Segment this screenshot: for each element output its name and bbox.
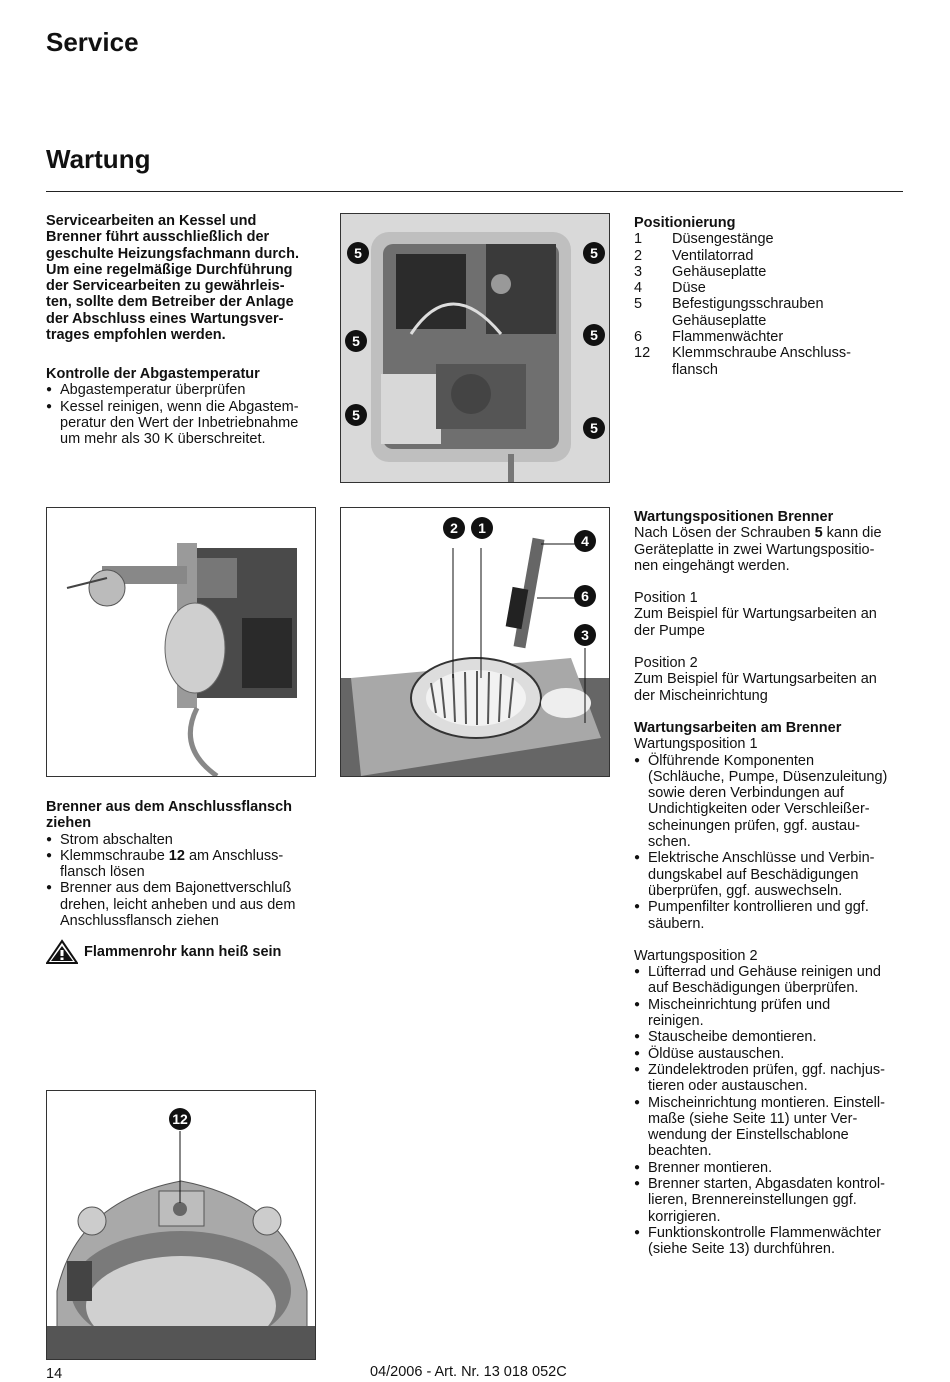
list-item: ● Zündelektroden prüfen, ggf. nachjus- tieren oder austauschen. (634, 1062, 909, 1095)
list-item: ● Mischeinrichtung prüfen und reinigen. (634, 997, 909, 1030)
list-item: ● Brenner starten, Abgasdaten kontrol- lieren, Brennereinstellungen ggf. korrigieren. (634, 1176, 909, 1225)
list-item: ● Abgastemperatur überprüfen (46, 382, 326, 398)
intro-line: ten, sollte dem Betreiber der Anlage (46, 294, 294, 311)
callout-1: 1 (471, 517, 493, 539)
callout-5: 5 (345, 330, 367, 352)
legend-item: 6 Flammenwächter (634, 329, 784, 346)
intro-line: Brenner führt ausschließlich der (46, 229, 270, 246)
section-title: Service (46, 27, 139, 57)
intro-line: geschulte Heizungsfachmann durch. (46, 245, 299, 262)
list-item: ● Brenner montieren. (634, 1160, 909, 1176)
callout-12: 12 (169, 1108, 191, 1130)
callout-4: 4 (574, 530, 596, 552)
document-reference: 04/2006 - Art. Nr. 13 018 052C (370, 1364, 567, 1380)
brenner-aus-section (46, 799, 326, 965)
flange-photo (46, 1090, 316, 1360)
title-divider (46, 191, 903, 192)
burner-fan-illustration (341, 508, 609, 776)
intro-line: trages empfohlen werden. (46, 327, 226, 344)
list-item: ● Lüfterrad und Gehäuse reinigen und auf Beschädigungen überprüfen. (634, 964, 909, 997)
wartungspositionen-heading: Wartungspositionen Brenner (634, 509, 834, 525)
list-item: ● Öldüse austauschen. (634, 1046, 909, 1062)
warning-note (46, 939, 326, 965)
brenner-aus-heading: Brenner aus dem Anschlussflansch ziehen (46, 799, 293, 832)
intro-line: Servicearbeiten an Kessel und (46, 213, 257, 229)
callout-2: 2 (443, 517, 465, 539)
abgas-section (46, 366, 326, 447)
warning-text: Flammenrohr kann heiß sein (84, 944, 282, 961)
legend-item: 3 Gehäuseplatte (634, 263, 767, 280)
wartungsposition-1-title: Wartungsposition 1 (634, 736, 758, 753)
burner-fan-photo (340, 507, 610, 777)
legend-item: 12 Klemmschraube Anschluss- flansch (634, 345, 851, 378)
callout-6: 6 (574, 585, 596, 607)
warning-triangle-icon (46, 939, 78, 965)
wartungspositionen-text: Nach Lösen der Schrauben 5 kann die Geräteplatte in zwei Wartungspositio- nen eingehängt werden. (634, 525, 882, 574)
list-item: ● Kessel reinigen, wenn die Abgastem- peratur den Wert der Inbetriebnahme um mehr als 30 K überschreitet. (46, 399, 326, 448)
position-1-title: Position 1 (634, 590, 698, 607)
burner-photo-illustration (341, 214, 609, 482)
intro-text (46, 213, 326, 343)
callout-3: 3 (574, 624, 596, 646)
callout-5: 5 (583, 324, 605, 346)
burner-photo-top (340, 213, 610, 483)
list-item: ● Klemmschraube 12 am Anschluss- flansch lösen (46, 848, 326, 881)
wartungspositionen-section (634, 509, 909, 1257)
wartungsarbeiten-heading: Wartungsarbeiten am Brenner (634, 719, 842, 736)
legend-item: 2 Ventilatorrad (634, 247, 754, 264)
positionierung-section (634, 215, 904, 378)
legend-item: 4 Düse (634, 280, 706, 297)
burner-side-illustration (47, 508, 315, 776)
callout-5: 5 (345, 404, 367, 426)
list-item: ● Ölführende Komponenten (Schläuche, Pumpe, Düsenzuleitung) sowie deren Verbindungen auf Undichtigkeiten oder Verschleißer- scheinungen prüfen, ggf. austau- schen. (634, 753, 909, 851)
abgas-heading: Kontrolle der Abgastemperatur (46, 366, 260, 382)
list-item: ● Elektrische Anschlüsse und Verbin- dungskabel auf Beschädigungen überprüfen, ggf. auswechseln. (634, 850, 909, 899)
list-item: ● Pumpenfilter kontrollieren und ggf. säubern. (634, 899, 909, 932)
intro-line: der Abschluss eines Wartungsver- (46, 310, 284, 327)
flange-illustration (47, 1091, 315, 1359)
position-2-text: Zum Beispiel für Wartungsarbeiten an der Mischeinrichtung (634, 671, 877, 704)
position-1-text: Zum Beispiel für Wartungsarbeiten an der Pumpe (634, 606, 877, 639)
burner-side-photo (46, 507, 316, 777)
position-2-title: Position 2 (634, 655, 698, 672)
list-item: ● Mischeinrichtung montieren. Einstell- maße (siehe Seite 11) unter Ver- wendung der Einstellschablone beachten. (634, 1095, 909, 1160)
list-item: ● Funktionskontrolle Flammenwächter (siehe Seite 13) durchführen. (634, 1225, 909, 1258)
positionierung-heading: Positionierung (634, 215, 736, 231)
wartungsposition-2-title: Wartungsposition 2 (634, 947, 758, 964)
callout-5: 5 (583, 417, 605, 439)
intro-line: der Servicearbeiten zu gewährleis- (46, 278, 285, 295)
callout-5: 5 (347, 242, 369, 264)
intro-line: Um eine regelmäßige Durchführung (46, 261, 293, 278)
legend-item: 5 Befestigungsschrauben Gehäuseplatte (634, 296, 824, 329)
list-item: ● Strom abschalten (46, 832, 326, 848)
list-item: ● Brenner aus dem Bajonettverschluß drehen, leicht anheben und aus dem Anschlussflansch ziehen (46, 880, 326, 929)
legend-item: 1 Düsengestänge (634, 231, 774, 248)
page-title: Wartung (46, 144, 151, 174)
page-number: 14 (46, 1366, 63, 1382)
list-item: ● Stauscheibe demontieren. (634, 1029, 909, 1045)
callout-5: 5 (583, 242, 605, 264)
